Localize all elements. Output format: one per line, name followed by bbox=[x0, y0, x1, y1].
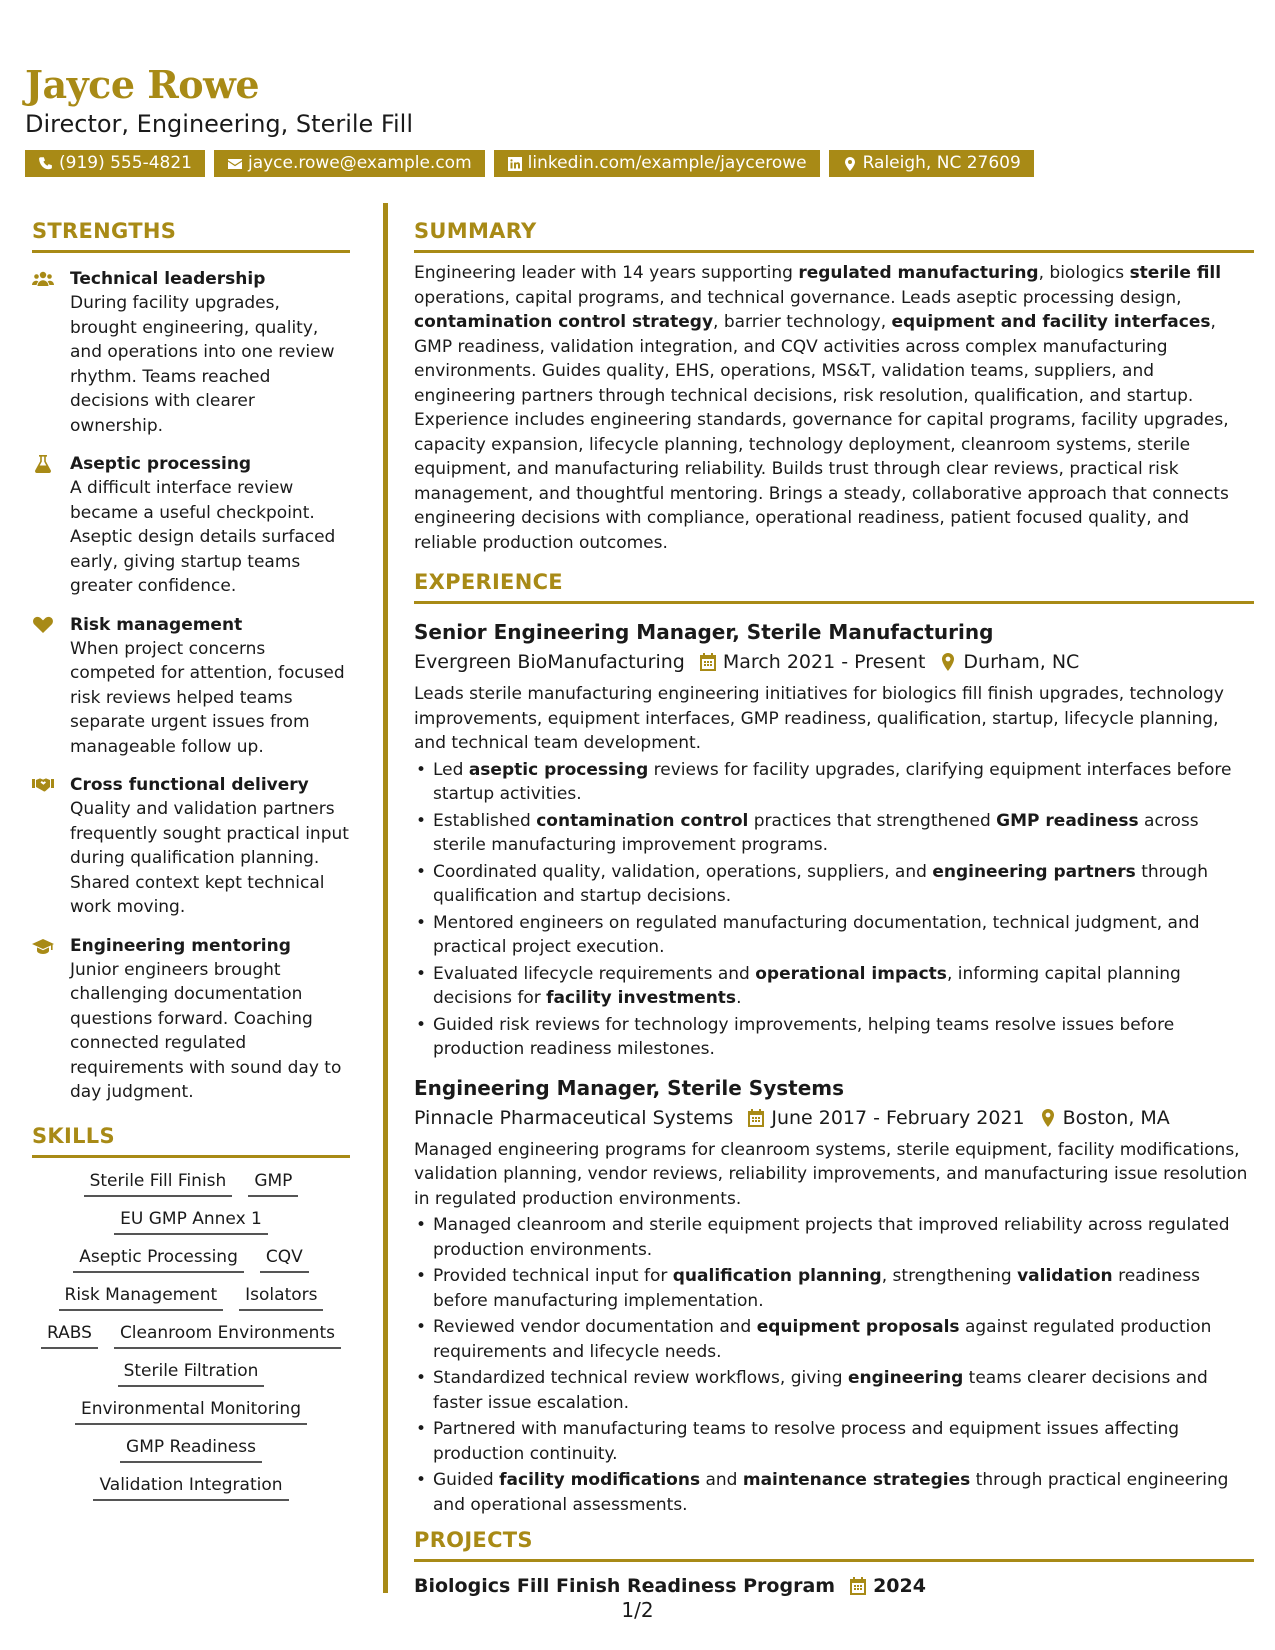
strength-item bbox=[32, 613, 350, 760]
strengths-section bbox=[32, 218, 350, 1105]
skills-rule bbox=[32, 1155, 350, 1158]
skills-list bbox=[32, 1168, 350, 1501]
job-bullet: • Established contamination control practices that strengthened GMP readiness across sterile manufacturing improvement programs. bbox=[414, 809, 1254, 858]
job-meta bbox=[414, 648, 1254, 676]
summary-rule bbox=[414, 250, 1254, 253]
candidate-title: Director, Engineering, Sterile Fill bbox=[25, 110, 413, 138]
strength-title: Aseptic processing bbox=[70, 454, 252, 474]
strength-item bbox=[32, 934, 350, 1105]
skill-tag: Aseptic Processing bbox=[73, 1244, 244, 1273]
strength-title: Cross functional delivery bbox=[70, 775, 309, 795]
job-dates: June 2017 - February 2021 bbox=[771, 1106, 1025, 1129]
job-bullet: • Mentored engineers on regulated manufacturing documentation, technical judgment, and practical project execution. bbox=[414, 911, 1254, 960]
envelope-icon bbox=[227, 156, 243, 172]
job-bullet: • Guided facility modifications and maintenance strategies through practical engineering and operational assessments. bbox=[414, 1468, 1254, 1517]
job-title: Senior Engineering Manager, Sterile Manufacturing bbox=[414, 620, 994, 644]
map-pin-icon bbox=[939, 653, 957, 671]
column-divider bbox=[383, 203, 388, 1593]
job-bullet: • Coordinated quality, validation, operations, suppliers, and engineering partners through qualification and startup decisions. bbox=[414, 860, 1254, 909]
experience-rule bbox=[414, 601, 1254, 604]
experience-heading: EXPERIENCE bbox=[414, 570, 563, 594]
job-location: Boston, MA bbox=[1062, 1106, 1170, 1129]
map-pin-icon bbox=[1039, 1109, 1057, 1127]
skill-tag: CQV bbox=[260, 1244, 309, 1273]
job-bullet: • Reviewed vendor documentation and equipment proposals against regulated production requirements and lifecycle needs. bbox=[414, 1315, 1254, 1364]
strength-text: Junior engineers brought challenging documentation questions forward. Coaching connected regulated requirements with sound day to day judgment. bbox=[70, 959, 342, 1102]
job-bullet: • Led aseptic processing reviews for facility upgrades, clarifying equipment interfaces before startup activities. bbox=[414, 758, 1254, 807]
job-company: Evergreen BioManufacturing bbox=[414, 651, 685, 673]
flask-icon bbox=[32, 455, 54, 473]
skill-tag: GMP bbox=[248, 1168, 298, 1197]
job-dates: March 2021 - Present bbox=[722, 651, 926, 673]
job-bullet: • Provided technical input for qualification planning, strengthening validation readiness before manufacturing implementation. bbox=[414, 1264, 1254, 1313]
strength-title: Risk management bbox=[70, 614, 243, 635]
job-bullet: • Managed cleanroom and sterile equipment projects that improved reliability across regulated production environments. bbox=[414, 1213, 1254, 1262]
skill-tag: Environmental Monitoring bbox=[75, 1396, 307, 1425]
calendar-icon bbox=[699, 653, 717, 671]
strength-text: During facility upgrades, brought engineering, quality, and operations into one review rhythm. Teams reached decisions with clearer ownership. bbox=[70, 293, 335, 436]
candidate-name: Jayce Rowe bbox=[25, 62, 260, 107]
contact-email[interactable] bbox=[214, 150, 485, 177]
strength-title: Technical leadership bbox=[70, 269, 266, 289]
strength-text: Quality and validation partners frequently sought practical input during qualification planning. Shared context kept technical work moving. bbox=[70, 799, 349, 917]
contact-location-text: Raleigh, NC 27609 bbox=[862, 153, 1021, 173]
project-entry bbox=[414, 1572, 1254, 1600]
calendar-icon bbox=[747, 1109, 765, 1127]
strengths-heading: STRENGTHS bbox=[32, 219, 177, 243]
linkedin-icon bbox=[507, 156, 523, 172]
strength-text: A difficult interface review became a useful checkpoint. Aseptic design details surfaced early, giving startup teams greater confidence. bbox=[70, 478, 336, 596]
heart-icon bbox=[32, 616, 54, 634]
job-meta bbox=[414, 1104, 1254, 1132]
job-bullet: • Partnered with manufacturing teams to resolve process and equipment issues affecting production continuity. bbox=[414, 1417, 1254, 1466]
calendar-icon bbox=[849, 1577, 867, 1595]
experience-section bbox=[414, 569, 1254, 1517]
handshake-icon bbox=[32, 776, 54, 794]
projects-heading: PROJECTS bbox=[414, 1528, 533, 1552]
job-bullet: • Guided risk reviews for technology improvements, helping teams resolve issues before production readiness milestones. bbox=[414, 1013, 1254, 1062]
strengths-rule bbox=[32, 250, 350, 253]
contact-linkedin[interactable] bbox=[494, 150, 820, 177]
left-column bbox=[32, 218, 350, 1501]
skill-tag: Validation Integration bbox=[93, 1472, 288, 1501]
summary-heading: SUMMARY bbox=[414, 219, 537, 243]
job-description: Leads sterile manufacturing engineering initiatives for biologics fill finish upgrades, technology improvements, equipment interfaces, GMP readiness, qualification, startup, lifecycle planning, and technical team development. bbox=[414, 684, 1224, 753]
skill-tag: Sterile Filtration bbox=[118, 1358, 265, 1387]
strength-item bbox=[32, 267, 350, 438]
job-entry bbox=[414, 1074, 1254, 1518]
contact-linkedin-text: linkedin.com/example/jaycerowe bbox=[527, 153, 807, 173]
job-bullets bbox=[414, 758, 1254, 1062]
strength-text: When project concerns competed for attention, focused risk reviews helped teams separate urgent issues from manageable follow up. bbox=[70, 638, 345, 757]
strength-item bbox=[32, 452, 350, 599]
job-company: Pinnacle Pharmaceutical Systems bbox=[414, 1106, 734, 1129]
job-bullet: • Evaluated lifecycle requirements and operational impacts, informing capital planning decisions for facility investments. bbox=[414, 962, 1254, 1011]
strength-title: Engineering mentoring bbox=[70, 935, 291, 956]
project-title: Biologics Fill Finish Readiness Program bbox=[414, 1575, 836, 1597]
job-location: Durham, NC bbox=[963, 651, 1080, 673]
skill-tag: Isolators bbox=[239, 1282, 323, 1311]
skills-heading: SKILLS bbox=[32, 1123, 115, 1148]
contact-email-text: jayce.rowe@example.com bbox=[247, 153, 472, 173]
users-icon bbox=[32, 270, 54, 288]
job-description: Managed engineering programs for cleanroom systems, sterile equipment, facility modifications, validation planning, vendor reviews, reliability improvements, and manufacturing issue resolution in regulated production environments. bbox=[414, 1139, 1248, 1209]
job-entry bbox=[414, 618, 1254, 1062]
projects-rule bbox=[414, 1559, 1254, 1562]
strength-item bbox=[32, 773, 350, 920]
job-bullets bbox=[414, 1213, 1254, 1517]
summary-section bbox=[414, 218, 1254, 555]
skill-tag: Cleanroom Environments bbox=[114, 1320, 341, 1349]
map-pin-icon bbox=[842, 156, 858, 172]
skill-tag: RABS bbox=[41, 1320, 98, 1349]
contact-bar bbox=[25, 150, 1255, 177]
graduation-cap-icon bbox=[32, 937, 54, 955]
projects-section bbox=[414, 1527, 1254, 1600]
summary-text: Engineering leader with 14 years supporting regulated manufacturing, biologics sterile fill operations, capital programs, and technical governance. Leads aseptic processing design, contamination control strategy, barrier technology, equipment and facility interfaces, GMP readiness, validation integration, and CQV activities across complex manufacturing environments. Guides quality, EHS, operations, MS&T, validation teams, suppliers, and engineering partners through technical decisions, risk resolution, qualification, and startup. Experience includes engineering standards, governance for capital programs, facility upgrades, capacity expansion, lifecycle planning, technology deployment, cleanroom systems, sterile equipment, and manufacturing reliability. Builds trust through clear reviews, practical risk management, and thoughtful mentoring. Brings a steady, collaborative approach that connects engineering decisions with compliance, operational readiness, patient focused quality, and reliable production outcomes. bbox=[414, 263, 1229, 553]
skill-tag: EU GMP Annex 1 bbox=[114, 1206, 268, 1235]
phone-icon bbox=[38, 156, 54, 172]
job-bullet: • Standardized technical review workflows, giving engineering teams clearer decisions and faster issue escalation. bbox=[414, 1366, 1254, 1415]
skill-tag: Sterile Fill Finish bbox=[84, 1168, 233, 1197]
skill-tag: Risk Management bbox=[59, 1282, 224, 1311]
contact-location bbox=[829, 150, 1034, 177]
contact-phone[interactable] bbox=[25, 150, 205, 177]
resume-header bbox=[25, 62, 1255, 177]
skills-section bbox=[32, 1123, 350, 1501]
right-column bbox=[414, 218, 1254, 1600]
skill-tag: GMP Readiness bbox=[120, 1434, 262, 1463]
page-number: 1/2 bbox=[621, 1598, 654, 1622]
job-title: Engineering Manager, Sterile Systems bbox=[414, 1075, 845, 1100]
contact-phone-text: (919) 555-4821 bbox=[59, 153, 192, 173]
project-year: 2024 bbox=[873, 1575, 926, 1597]
